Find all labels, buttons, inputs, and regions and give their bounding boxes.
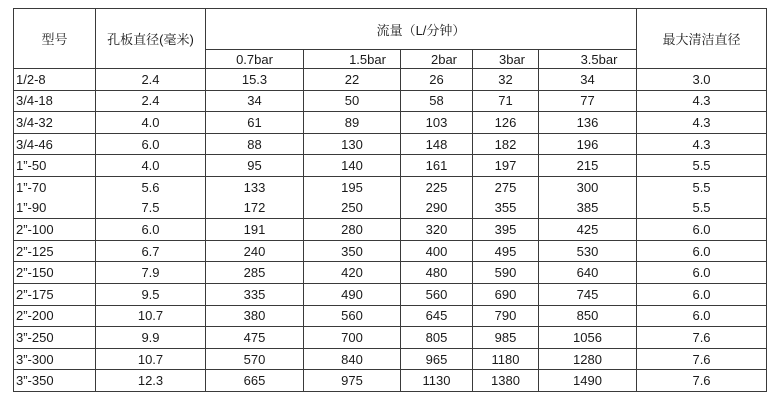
cell-flow: 161 [401, 155, 473, 177]
cell-orifice: 6.0 [96, 133, 206, 155]
cell-flow: 1490 [539, 370, 637, 392]
cell-max-clean: 5.5 [637, 198, 767, 219]
cell-flow: 530 [539, 240, 637, 262]
cell-model: 1”-70 [14, 176, 96, 197]
cell-max-clean: 4.3 [637, 133, 767, 155]
header-orifice: 孔板直径(毫米) [96, 9, 206, 69]
cell-max-clean: 5.5 [637, 155, 767, 177]
cell-orifice: 7.5 [96, 198, 206, 219]
cell-flow: 480 [401, 262, 473, 284]
table-row [14, 219, 767, 241]
cell-flow: 965 [401, 348, 473, 370]
cell-max-clean: 6.0 [637, 240, 767, 262]
cell-max-clean: 6.0 [637, 262, 767, 284]
header-model: 型号 [14, 9, 96, 69]
cell-flow: 665 [206, 370, 304, 392]
cell-flow: 182 [473, 133, 539, 155]
cell-flow: 1180 [473, 348, 539, 370]
cell-orifice: 10.7 [96, 305, 206, 327]
header-row-main [14, 9, 767, 50]
cell-model: 3/4-32 [14, 112, 96, 134]
table-row [14, 283, 767, 305]
cell-max-clean: 7.6 [637, 327, 767, 349]
cell-flow: 975 [304, 370, 401, 392]
cell-max-clean: 4.3 [637, 112, 767, 134]
cell-flow: 475 [206, 327, 304, 349]
cell-flow: 77 [539, 90, 637, 112]
cell-flow: 136 [539, 112, 637, 134]
table-row [14, 112, 767, 134]
cell-flow: 385 [539, 198, 637, 219]
cell-flow: 700 [304, 327, 401, 349]
cell-orifice: 10.7 [96, 348, 206, 370]
table-row [14, 240, 767, 262]
cell-flow: 240 [206, 240, 304, 262]
cell-orifice: 4.0 [96, 112, 206, 134]
cell-orifice: 9.9 [96, 327, 206, 349]
table-row [14, 348, 767, 370]
cell-flow: 985 [473, 327, 539, 349]
cell-flow: 355 [473, 198, 539, 219]
cell-flow: 645 [401, 305, 473, 327]
cell-flow: 95 [206, 155, 304, 177]
cell-max-clean: 5.5 [637, 176, 767, 197]
cell-max-clean: 4.3 [637, 90, 767, 112]
cell-max-clean: 7.6 [637, 370, 767, 392]
cell-flow: 88 [206, 133, 304, 155]
cell-flow: 1130 [401, 370, 473, 392]
cell-flow: 22 [304, 69, 401, 91]
cell-flow: 1280 [539, 348, 637, 370]
cell-orifice: 4.0 [96, 155, 206, 177]
cell-model: 1/2-8 [14, 69, 96, 91]
table-row [14, 305, 767, 327]
cell-model: 2”-125 [14, 240, 96, 262]
table-row [14, 327, 767, 349]
cell-flow: 61 [206, 112, 304, 134]
cell-model: 3/4-46 [14, 133, 96, 155]
cell-flow: 58 [401, 90, 473, 112]
cell-flow: 380 [206, 305, 304, 327]
table-row [14, 133, 767, 155]
cell-model: 2”-200 [14, 305, 96, 327]
cell-flow: 495 [473, 240, 539, 262]
table-row [14, 262, 767, 284]
cell-flow: 225 [401, 176, 473, 197]
cell-flow: 335 [206, 283, 304, 305]
cell-flow: 425 [539, 219, 637, 241]
cell-flow: 350 [304, 240, 401, 262]
header-max-clean: 最大清洁直径 [637, 9, 767, 69]
cell-flow: 420 [304, 262, 401, 284]
table-header [14, 9, 767, 69]
cell-max-clean: 6.0 [637, 305, 767, 327]
cell-flow: 275 [473, 176, 539, 197]
cell-orifice: 2.4 [96, 90, 206, 112]
cell-max-clean: 6.0 [637, 219, 767, 241]
cell-flow: 840 [304, 348, 401, 370]
cell-model: 2”-100 [14, 219, 96, 241]
cell-flow: 690 [473, 283, 539, 305]
table-row [14, 176, 767, 197]
table-row [14, 198, 767, 219]
cell-flow: 250 [304, 198, 401, 219]
cell-flow: 140 [304, 155, 401, 177]
cell-flow: 560 [401, 283, 473, 305]
cell-flow: 133 [206, 176, 304, 197]
cell-flow: 490 [304, 283, 401, 305]
cell-model: 2”-175 [14, 283, 96, 305]
cell-flow: 197 [473, 155, 539, 177]
cell-flow: 640 [539, 262, 637, 284]
cell-flow: 215 [539, 155, 637, 177]
cell-max-clean: 7.6 [637, 348, 767, 370]
cell-flow: 89 [304, 112, 401, 134]
cell-flow: 26 [401, 69, 473, 91]
cell-flow: 300 [539, 176, 637, 197]
cell-flow: 400 [401, 240, 473, 262]
cell-flow: 395 [473, 219, 539, 241]
header-pressure: 2bar [401, 50, 473, 69]
table-row [14, 155, 767, 177]
cell-flow: 280 [304, 219, 401, 241]
header-flow: 流量（L/分钟） [206, 9, 637, 50]
cell-flow: 148 [401, 133, 473, 155]
cell-orifice: 6.0 [96, 219, 206, 241]
cell-flow: 34 [206, 90, 304, 112]
cell-flow: 196 [539, 133, 637, 155]
cell-flow: 1380 [473, 370, 539, 392]
cell-flow: 570 [206, 348, 304, 370]
cell-flow: 32 [473, 69, 539, 91]
cell-orifice: 6.7 [96, 240, 206, 262]
cell-flow: 34 [539, 69, 637, 91]
nozzle-spec-table [13, 8, 767, 392]
cell-flow: 560 [304, 305, 401, 327]
header-pressure: 3.5bar [539, 50, 637, 69]
cell-max-clean: 3.0 [637, 69, 767, 91]
cell-flow: 103 [401, 112, 473, 134]
cell-orifice: 9.5 [96, 283, 206, 305]
cell-orifice: 5.6 [96, 176, 206, 197]
cell-flow: 790 [473, 305, 539, 327]
cell-flow: 15.3 [206, 69, 304, 91]
cell-orifice: 7.9 [96, 262, 206, 284]
cell-flow: 126 [473, 112, 539, 134]
table-row [14, 69, 767, 91]
cell-flow: 285 [206, 262, 304, 284]
cell-model: 1”-90 [14, 198, 96, 219]
cell-model: 3/4-18 [14, 90, 96, 112]
cell-orifice: 2.4 [96, 69, 206, 91]
cell-flow: 50 [304, 90, 401, 112]
header-pressure: 1.5bar [304, 50, 401, 69]
cell-flow: 290 [401, 198, 473, 219]
cell-max-clean: 6.0 [637, 283, 767, 305]
cell-model: 3”-300 [14, 348, 96, 370]
cell-flow: 172 [206, 198, 304, 219]
cell-flow: 71 [473, 90, 539, 112]
cell-flow: 805 [401, 327, 473, 349]
cell-flow: 191 [206, 219, 304, 241]
cell-flow: 1056 [539, 327, 637, 349]
table-row [14, 90, 767, 112]
cell-flow: 195 [304, 176, 401, 197]
table-body [14, 69, 767, 392]
cell-model: 2”-150 [14, 262, 96, 284]
cell-flow: 320 [401, 219, 473, 241]
cell-model: 3”-350 [14, 370, 96, 392]
header-pressure: 3bar [473, 50, 539, 69]
cell-flow: 745 [539, 283, 637, 305]
table-row [14, 370, 767, 392]
cell-model: 1”-50 [14, 155, 96, 177]
cell-flow: 590 [473, 262, 539, 284]
cell-orifice: 12.3 [96, 370, 206, 392]
cell-model: 3”-250 [14, 327, 96, 349]
header-pressure: 0.7bar [206, 50, 304, 69]
cell-flow: 850 [539, 305, 637, 327]
cell-flow: 130 [304, 133, 401, 155]
